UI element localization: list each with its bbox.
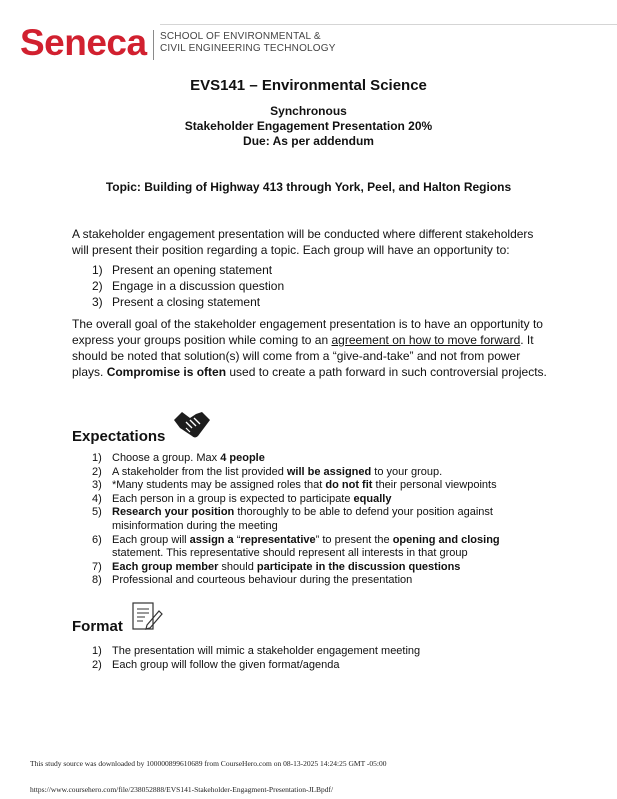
- agreement-underline: agreement on how to move forward: [331, 333, 521, 347]
- list-item: 1) The presentation will mimic a stakeholder engagement meeting: [92, 645, 421, 657]
- list-item: 2) Engage in a discussion question: [92, 279, 285, 293]
- list-item: 3) Present a closing statement: [92, 295, 261, 309]
- list-item: 2) A stakeholder from the list provided will be assigned to your group.: [92, 465, 443, 478]
- source-url[interactable]: https://www.coursehero.com/file/238052888/EVS141-Stakeholder-Engagment-Presentation-JLBpdf/: [30, 785, 334, 794]
- expectations-list: [92, 452, 512, 588]
- opportunity-list: [92, 262, 284, 310]
- document-pen-icon: [130, 601, 164, 633]
- subtitle-due: Due: As per addendum: [243, 134, 374, 148]
- expectations-heading: Expectations: [72, 428, 166, 445]
- download-notice: This study source was downloaded by 100000899610689 from CourseHero.com on 08-13-2025 14:24:25 GMT -05:00: [30, 759, 387, 768]
- list-item: 1) Present an opening statement: [92, 263, 273, 277]
- school-name: [160, 31, 336, 55]
- list-item: 6) Each group will assign a “representative” to present the opening and closing statement. This representative should represent all interests in that group: [92, 533, 500, 560]
- subtitle-presentation: Stakeholder Engagement Presentation 20%: [184, 119, 433, 133]
- list-item: 7) Each group member should participate in the discussion questions: [92, 560, 461, 573]
- subtitle-synchronous: Synchronous: [270, 104, 347, 118]
- school-line-2: CIVIL ENGINEERING TECHNOLOGY: [160, 43, 336, 54]
- intro-paragraph: A stakeholder engagement presentation will be conducted where different stakeholders will present their position regarding a topic. Each group will have an opportunity to:: [72, 227, 534, 257]
- header-rule: [160, 24, 617, 25]
- seneca-logo: Seneca: [20, 22, 147, 63]
- topic-line: Topic: Building of Highway 413 through York, Peel, and Halton Regions: [105, 180, 512, 194]
- list-item: 4) Each person in a group is expected to participate equally: [92, 492, 392, 505]
- handshake-icon: [172, 408, 212, 442]
- school-line-1: SCHOOL OF ENVIRONMENTAL &: [160, 31, 321, 42]
- format-list: [92, 644, 512, 672]
- list-item: 2) Each group will follow the given format/agenda: [92, 659, 340, 671]
- logo-divider: [153, 30, 154, 60]
- list-item: 1) Choose a group. Max 4 people: [92, 452, 265, 464]
- format-heading: Format: [72, 618, 123, 635]
- list-item: 5) Research your position thoroughly to be able to defend your position against misinformation during the meeting: [92, 506, 493, 532]
- document-title: EVS141 – Environmental Science: [190, 77, 427, 94]
- list-item: 8) Professional and courteous behaviour during the presentation: [92, 574, 413, 587]
- list-item: 3) *Many students may be assigned roles that do not fit their personal viewpoints: [92, 479, 497, 492]
- goal-paragraph: The overall goal of the stakeholder engagement presentation is to have an opportunity to express your groups position while coming to an agreement on how to move forward. It should be noted that solution(s) will come from a “give-and-take” and not from power plays. Compromise is often used to create a path forward in such controversial projects.: [72, 317, 547, 379]
